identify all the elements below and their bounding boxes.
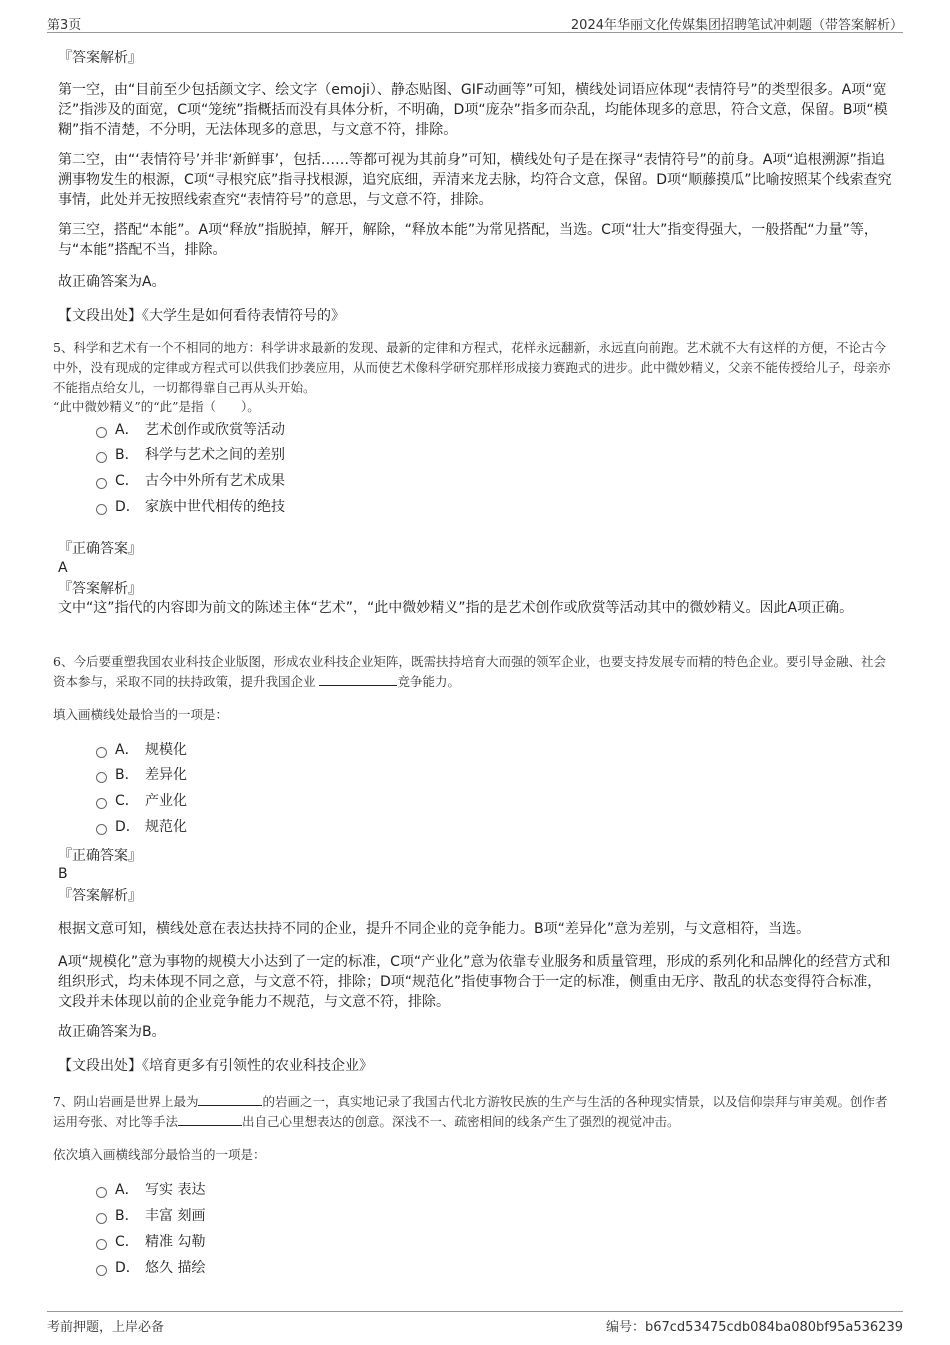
document-title: 2024年华丽文化传媒集团招聘笔试冲刺题（带答案解析）: [570, 18, 903, 33]
option-letter: D．: [115, 819, 140, 835]
option-letter: C．: [115, 793, 139, 809]
option-letter: C．: [115, 473, 139, 489]
radio-icon[interactable]: [96, 772, 107, 783]
q4-source: [58, 306, 892, 326]
q6-conclusion: 故正确答案为B。: [58, 1024, 166, 1040]
option-text: 科学与艺术之间的差别: [145, 447, 285, 463]
page-footer: [47, 1311, 903, 1336]
q5-option-d[interactable]: [96, 497, 285, 517]
q4-analysis-para2: 第二空，由“‘表情符号’并非‘新鲜事’，包括……等都可视为其前身”可知，横线处句子是在探寻“表情符号”的前身。A项“追根溯源”指追溯事物发生的根源，C项“寻根究底”指寻找根源，追究底细，弄清来龙去脉，均符合文意，保留。D项“顺藤摸瓜”比喻按照某个线索查究事情，此处并无按照线索查究“表情符号”的意思，与文意不符，排除。: [58, 152, 892, 208]
option-text: 悠久 描绘: [145, 1260, 206, 1276]
q6-source-title: 《培育更多有引领性的农业科技企业》: [142, 1058, 373, 1074]
q6-blank: [319, 673, 397, 686]
q7-part3: 出自己心里想表达的创意。深浅不一、疏密相间的线条产生了强烈的视觉冲击。: [242, 1114, 680, 1129]
option-text: 产业化: [145, 793, 187, 809]
option-letter: C．: [115, 1234, 139, 1250]
q6-answer-label: 『正确答案』: [58, 848, 142, 864]
q4-conclusion: 故正确答案为A。: [58, 274, 166, 290]
option-letter: B．: [115, 1208, 139, 1224]
q6-text-after: 竞争能力。: [397, 674, 460, 689]
q5-option-b[interactable]: [96, 445, 285, 465]
footer-slogan: 考前押题，上岸必备: [47, 1320, 165, 1335]
q7-blank-2: [178, 1113, 242, 1126]
radio-icon[interactable]: [96, 824, 107, 835]
radio-icon[interactable]: [96, 1239, 107, 1250]
q5-answer-label: 『正确答案』: [58, 541, 142, 557]
q6-option-d[interactable]: [96, 817, 187, 837]
q7-prompt: 依次填入画横线部分最恰当的一项是：: [53, 1147, 266, 1162]
q5-question: “此中微妙精义”的“此”是指（ ）。: [53, 399, 260, 414]
q5-answer: A: [58, 560, 68, 576]
option-letter: A．: [115, 1182, 139, 1198]
radio-icon[interactable]: [96, 747, 107, 758]
q4-analysis-para1: 第一空，由“目前至少包括颜文字、绘文字（emoji）、静态贴图、GIF动画等”可知，横线处词语应体现“表情符号”的类型很多。A项“宽泛”指涉及的面宽，C项“笼统”指概括而没有具体分析，不明确，D项“庞杂”指多而杂乱，均能体现多的意思，符合文意，保留。B项“模糊”指不清楚，不分明，无法体现多的意思，与文意不符，排除。: [58, 82, 888, 138]
radio-icon[interactable]: [96, 504, 107, 515]
option-text: 丰富 刻画: [145, 1208, 206, 1224]
option-text: 规模化: [145, 742, 187, 758]
q4-analysis-label: 『答案解析』: [58, 50, 142, 66]
option-text: 古今中外所有艺术成果: [145, 473, 285, 489]
q4-source-label: 【文段出处】: [58, 308, 142, 324]
option-letter: D．: [115, 1260, 140, 1276]
q7-option-a[interactable]: [96, 1180, 205, 1200]
radio-icon[interactable]: [96, 1187, 107, 1198]
option-letter: A．: [115, 742, 139, 758]
q6-analysis-label: 『答案解析』: [58, 888, 142, 904]
option-letter: D．: [115, 499, 140, 515]
q6-source-label: 【文段出处】: [58, 1058, 142, 1074]
q4-analysis-para3: 第三空，搭配“本能”。A项“释放”指脱掉，解开，解除，“释放本能”为常见搭配，当选。C项“壮大”指变得强大，一般搭配“力量”等，与“本能”搭配不当，排除。: [58, 222, 878, 258]
q5-analysis-label: 『答案解析』: [58, 581, 142, 597]
option-text: 艺术创作或欣赏等活动: [145, 422, 285, 438]
q7-option-d[interactable]: [96, 1258, 205, 1278]
q6-passage: [53, 652, 893, 692]
option-text: 规范化: [145, 819, 187, 835]
option-letter: B．: [115, 447, 139, 463]
q4-source-title: 《大学生是如何看待表情符号的》: [142, 308, 345, 324]
q7-part1: 7、阴山岩画是世界上最为: [53, 1094, 199, 1109]
q6-source: [58, 1056, 892, 1076]
q6-option-c[interactable]: [96, 791, 187, 811]
page-header: [47, 10, 903, 33]
radio-icon[interactable]: [96, 452, 107, 463]
q7-part2: 的岩画之一，真实地记录了我国古代北方游牧民族的生产与生活的各种现实情景，以及信仰崇拜与审美观。创作者运用夸张、对比等手法: [53, 1094, 888, 1129]
option-letter: A．: [115, 422, 139, 438]
option-text: 家族中世代相传的绝技: [145, 499, 285, 515]
q7-option-b[interactable]: [96, 1206, 205, 1226]
q6-prompt: 填入画横线处最恰当的一项是：: [53, 707, 229, 722]
document-code: 编号：b67cd53475cdb084ba080bf95a536239: [605, 1320, 903, 1335]
q7-blank-1: [198, 1093, 262, 1106]
radio-icon[interactable]: [96, 1213, 107, 1224]
radio-icon[interactable]: [96, 798, 107, 809]
q7-option-c[interactable]: [96, 1232, 205, 1252]
q6-analysis-para2: A项“规模化”意为事物的规模大小达到了一定的标准，C项“产业化”意为依靠专业服务和质量管理，形成的系列化和品牌化的经营方式和组织形式，均未体现不同之意，与文意不符，排除；D项“规范化”指使事物合于一定的标准，侧重由无序、散乱的状态变得符合标准，文段并未体现以前的企业竞争能力不规范，与文意不符，排除。: [58, 954, 891, 1010]
radio-icon[interactable]: [96, 1265, 107, 1276]
q6-analysis-para1: 根据文意可知，横线处意在表达扶持不同的企业，提升不同企业的竞争能力。B项“差异化”意为差别，与文意相符，当选。: [58, 921, 811, 937]
radio-icon[interactable]: [96, 427, 107, 438]
q6-answer: B: [58, 866, 68, 882]
radio-icon[interactable]: [96, 478, 107, 489]
q7-passage: [53, 1092, 893, 1132]
q5-analysis: 文中“这”指代的内容即为前文的陈述主体“艺术”，“此中微妙精义”指的是艺术创作或欣赏等活动其中的微妙精义。因此A项正确。: [58, 600, 854, 616]
q5-option-c[interactable]: [96, 471, 285, 491]
q6-option-b[interactable]: [96, 765, 187, 785]
q6-text-before: 6、今后要重塑我国农业科技企业版图，形成农业科技企业矩阵，既需扶持培育大而强的领军企业，也要支持发展专而精的特色企业。要引导金融、社会资本参与，采取不同的扶持政策，提升我国企业: [53, 654, 886, 689]
page-number: 第3页: [47, 18, 82, 33]
option-text: 精准 勾勒: [145, 1234, 206, 1250]
q6-option-a[interactable]: [96, 740, 187, 760]
option-text: 差异化: [145, 767, 187, 783]
q5-option-a[interactable]: [96, 420, 285, 440]
option-letter: B．: [115, 767, 139, 783]
option-text: 写实 表达: [145, 1182, 206, 1198]
q5-passage: 5、科学和艺术有一个不相同的地方：科学讲求最新的发现、最新的定律和方程式，花样永远翻新，永远直向前跑。艺术就不大有这样的方便，不论古今中外，没有现成的定律或方程式可以供我们抄袭应用，从而使艺术像科学研究那样形成接力赛跑式的进步。此中微妙精义，父亲不能传授给儿子，母亲亦不能指点给女儿，一切都得靠自己再从头开始。: [53, 340, 891, 395]
